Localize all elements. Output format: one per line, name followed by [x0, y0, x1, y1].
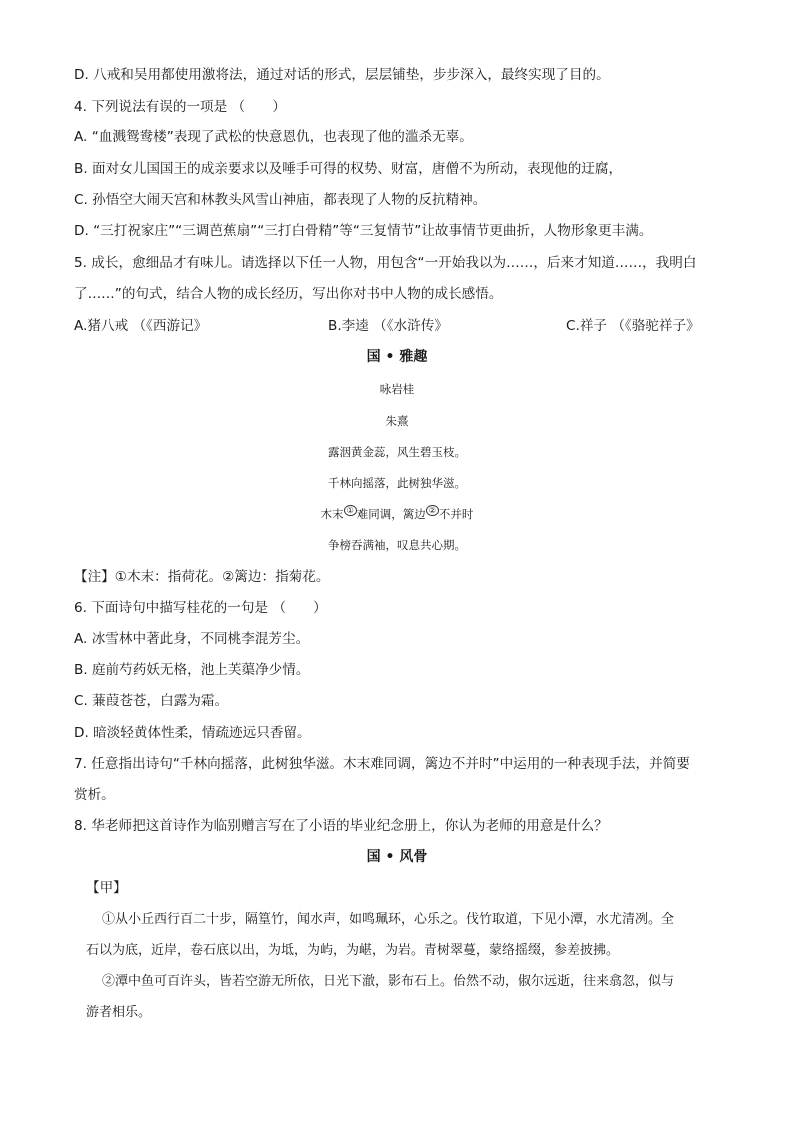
- section-heading-fenggu: 国 • 风骨: [366, 849, 428, 865]
- footnote-marker-1: ①: [344, 505, 357, 516]
- passage-jia-p1-line2: 石以为底，近岸，卷石底以出，为坻，为屿，为嵁，为岩。青树翠蔓，蒙络摇缀，参差披拂。: [86, 943, 620, 958]
- q5-line2: 了……”的句式，结合人物的成长经历，写出你对书中人物的成长感悟。: [74, 286, 503, 302]
- q5-option-a: A.猪八戒 （《西游记》: [74, 318, 208, 334]
- poem-line-1: 露洇黄金蕊，风生碧玉枝。: [328, 445, 466, 459]
- q5-line1: 5. 成长，愈细品才有味儿。请选择以下任一人物，用包含“一开始我以为……，后来才知道……，我明白: [74, 255, 697, 271]
- q4-stem: 4. 下列说法有误的一项是 （ ）: [74, 99, 286, 115]
- q4-option-b: B. 面对女儿国国王的成亲要求以及唾手可得的权势、财富，唐僧不为所动，表现他的迂腐，: [74, 161, 623, 177]
- q7-line1: 7. 任意指出诗句“千林向摇落，此树独华滋。木末难同调，篱边不并时”中运用的一种表现手法，并简要: [74, 756, 690, 772]
- q5-option-b: B.李逵 （《水浒传》: [328, 318, 448, 334]
- passage-jia-p1-line1: ①从小丘西行百二十步，隔篁竹，闻水声，如鸣珮环，心乐之。伐竹取道，下见小潭，水尤清冽。全: [102, 912, 675, 927]
- section-heading-yaqu: 国 • 雅趣: [366, 349, 428, 365]
- passage-jia-p2-line1: ②潭中鱼可百许头，皆若空游无所依，日光下澈，影布石上。佁然不动，俶尔远逝，往来翕忽，似与: [102, 974, 675, 989]
- passage-jia-label: 【甲】: [86, 880, 127, 896]
- q3-option-d: D. 八戒和吴用都使用激将法，通过对话的形式，层层铺垫，步步深入，最终实现了目的。: [74, 67, 610, 83]
- passage-jia-p2-line2: 游者相乐。: [86, 1005, 152, 1020]
- q6-option-c: C. 蒹葭苍苍，白露为霜。: [74, 693, 229, 709]
- poem-line-4: 争榜吞满袖，叹息共心期。: [328, 538, 466, 552]
- q6-stem: 6. 下面诗句中描写桂花的一句是 （ ）: [74, 600, 327, 616]
- q5-option-c: C.祥子 （《骆驼祥子》: [566, 318, 700, 334]
- q4-option-d: D. “三打祝家庄”“三调芭蕉扇”“三打白骨精”等“三复情节”让故事情节更曲折，人物形象更丰满。: [74, 223, 653, 239]
- q6-option-d: D. 暗淡轻黄体性柔，情疏迹远只香留。: [74, 725, 311, 741]
- q4-option-a: A. “血溅鸳鸯楼”表现了武松的快意恩仇，也表现了他的滥杀无辜。: [74, 129, 473, 145]
- footnote-marker-2: ②: [426, 505, 439, 516]
- q6-option-a: A. 冰雪林中著此身，不同桃李混芳尘。: [74, 631, 310, 647]
- q6-option-b: B. 庭前芍药妖无格，池上芙蕖净少情。: [74, 662, 310, 678]
- q7-line2: 赏析。: [74, 787, 115, 803]
- q4-option-c: C. 孙悟空大闹天宫和林教头风雪山神庙，都表现了人物的反抗精神。: [74, 192, 487, 208]
- poem-line-2: 千林向摇落，此树独华滋。: [328, 476, 466, 490]
- poem-line-3: 木末 ① 难同调，篱边 ② 不并时: [320, 506, 474, 521]
- poem-author: 朱熹: [385, 414, 409, 428]
- poem-title: 咏岩桂: [379, 382, 415, 396]
- poem-note: 【注】①木末：指荷花。②篱边：指菊花。: [74, 569, 330, 585]
- q8-stem: 8. 华老师把这首诗作为临别赠言写在了小语的毕业纪念册上，你认为老师的用意是什么？: [74, 818, 608, 834]
